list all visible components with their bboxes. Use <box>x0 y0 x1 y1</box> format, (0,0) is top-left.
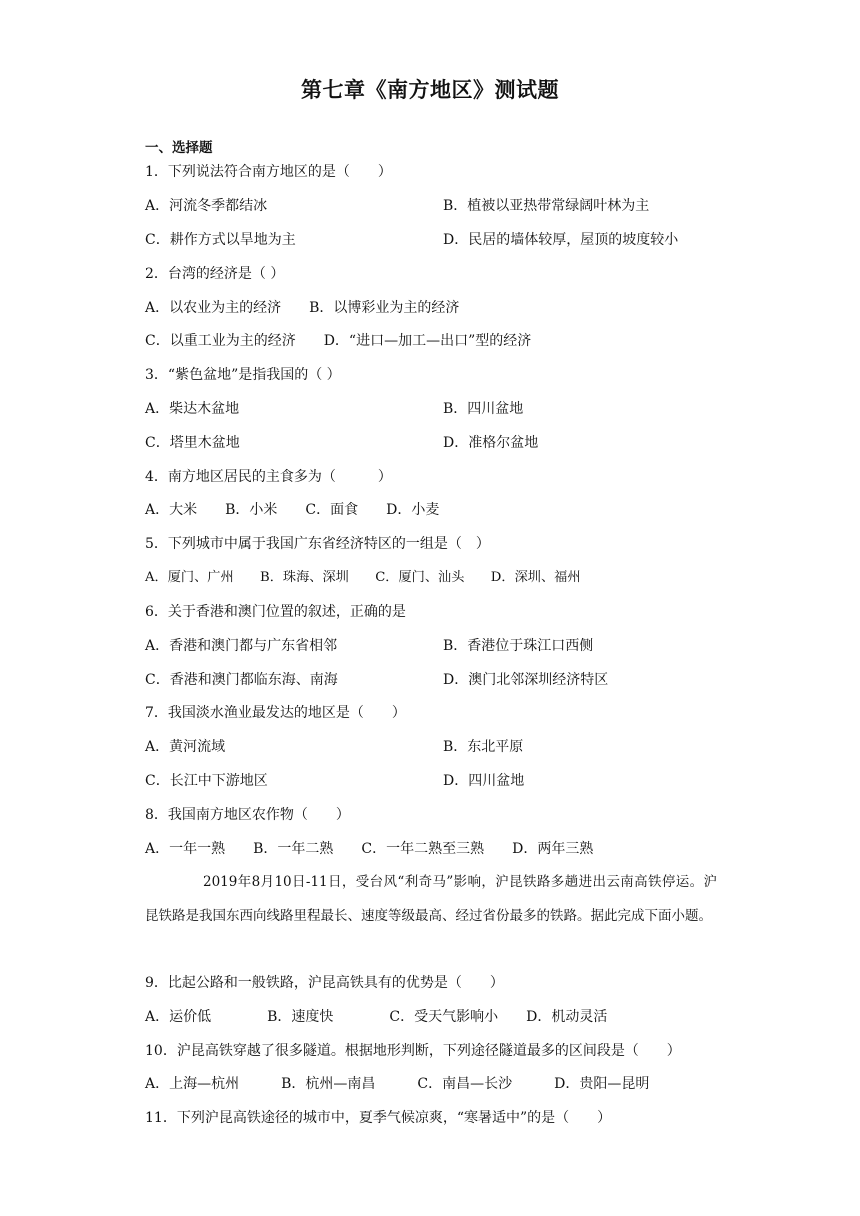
question-2-options-cd: C．以重工业为主的经济 D．“进口—加工—出口”型的经济 <box>145 333 532 349</box>
question-5-stem: 5．下列城市中属于我国广东省经济特区的一组是（ ） <box>145 536 490 552</box>
question-1-option-b: B．植被以亚热带常绿阔叶林为主 <box>443 198 650 214</box>
question-6-option-a: A．香港和澳门都与广东省相邻 <box>145 638 338 654</box>
question-10-options: A．上海—杭州 B．杭州—南昌 C．南昌—长沙 D．贵阳—昆明 <box>145 1076 650 1092</box>
question-3-option-b: B．四川盆地 <box>443 401 524 417</box>
question-1-option-d: D．民居的墙体较厚，屋顶的坡度较小 <box>443 232 679 248</box>
section-heading: 一、选择题 <box>145 140 213 156</box>
question-3-option-c: C．塔里木盆地 <box>145 435 240 451</box>
question-1-option-a: A．河流冬季都结冰 <box>145 198 268 214</box>
question-10-stem: 10．沪昆高铁穿越了很多隧道。根据地形判断，下列途径隧道最多的区间段是（ ） <box>145 1043 681 1059</box>
question-6-option-c: C．香港和澳门都临东海、南海 <box>145 672 338 688</box>
question-9-stem: 9．比起公路和一般铁路，沪昆高铁具有的优势是（ ） <box>145 975 504 991</box>
document-title: 第七章《南方地区》测试题 <box>301 78 559 102</box>
question-1-stem: 1．下列说法符合南方地区的是（ ） <box>145 164 392 180</box>
question-3-stem: 3．“紫色盆地”是指我国的（ ） <box>145 367 341 383</box>
question-7-option-b: B．东北平原 <box>443 739 524 755</box>
question-7-option-a: A．黄河流域 <box>145 739 226 755</box>
question-6-stem: 6．关于香港和澳门位置的叙述，正确的是 <box>145 604 406 620</box>
question-8-stem: 8．我国南方地区农作物（ ） <box>145 807 350 823</box>
question-1-option-c: C．耕作方式以旱地为主 <box>145 232 296 248</box>
question-2-options-ab: A．以农业为主的经济 B．以博彩业为主的经济 <box>145 300 460 316</box>
reading-passage <box>145 865 717 933</box>
question-3-option-d: D．准格尔盆地 <box>443 435 539 451</box>
question-5-options: A．厦门、广州 B．珠海、深圳 C．厦门、汕头 D．深圳、福州 <box>145 570 581 585</box>
question-3-option-a: A．柴达木盆地 <box>145 401 240 417</box>
question-9-options: A．运价低 B．速度快 C．受天气影响小 D．机动灵活 <box>145 1009 608 1025</box>
question-7-option-c: C．长江中下游地区 <box>145 773 268 789</box>
question-6-option-d: D．澳门北邻深圳经济特区 <box>443 672 609 688</box>
question-11-stem: 11．下列沪昆高铁途径的城市中，夏季气候凉爽，“寒暑适中”的是（ ） <box>145 1110 612 1126</box>
question-6-option-b: B．香港位于珠江口西侧 <box>443 638 594 654</box>
question-8-options: A．一年一熟 B．一年二熟 C．一年二熟至三熟 D．两年三熟 <box>145 841 594 857</box>
question-4-options: A．大米 B．小米 C．面食 D．小麦 <box>145 502 440 518</box>
question-7-option-d: D．四川盆地 <box>443 773 525 789</box>
question-2-stem: 2．台湾的经济是（ ） <box>145 266 285 282</box>
passage-text: 2019年8月10日-11日，受台风“利奇马”影响，沪昆铁路多趟进出云南高铁停运。沪昆铁路是我国东西向线路里程最长、速度等级最高、经过省份最多的铁路。据此完成下面小题。 <box>145 874 717 924</box>
question-4-stem: 4．南方地区居民的主食多为（ ） <box>145 469 392 485</box>
question-7-stem: 7．我国淡水渔业最发达的地区是（ ） <box>145 705 406 721</box>
